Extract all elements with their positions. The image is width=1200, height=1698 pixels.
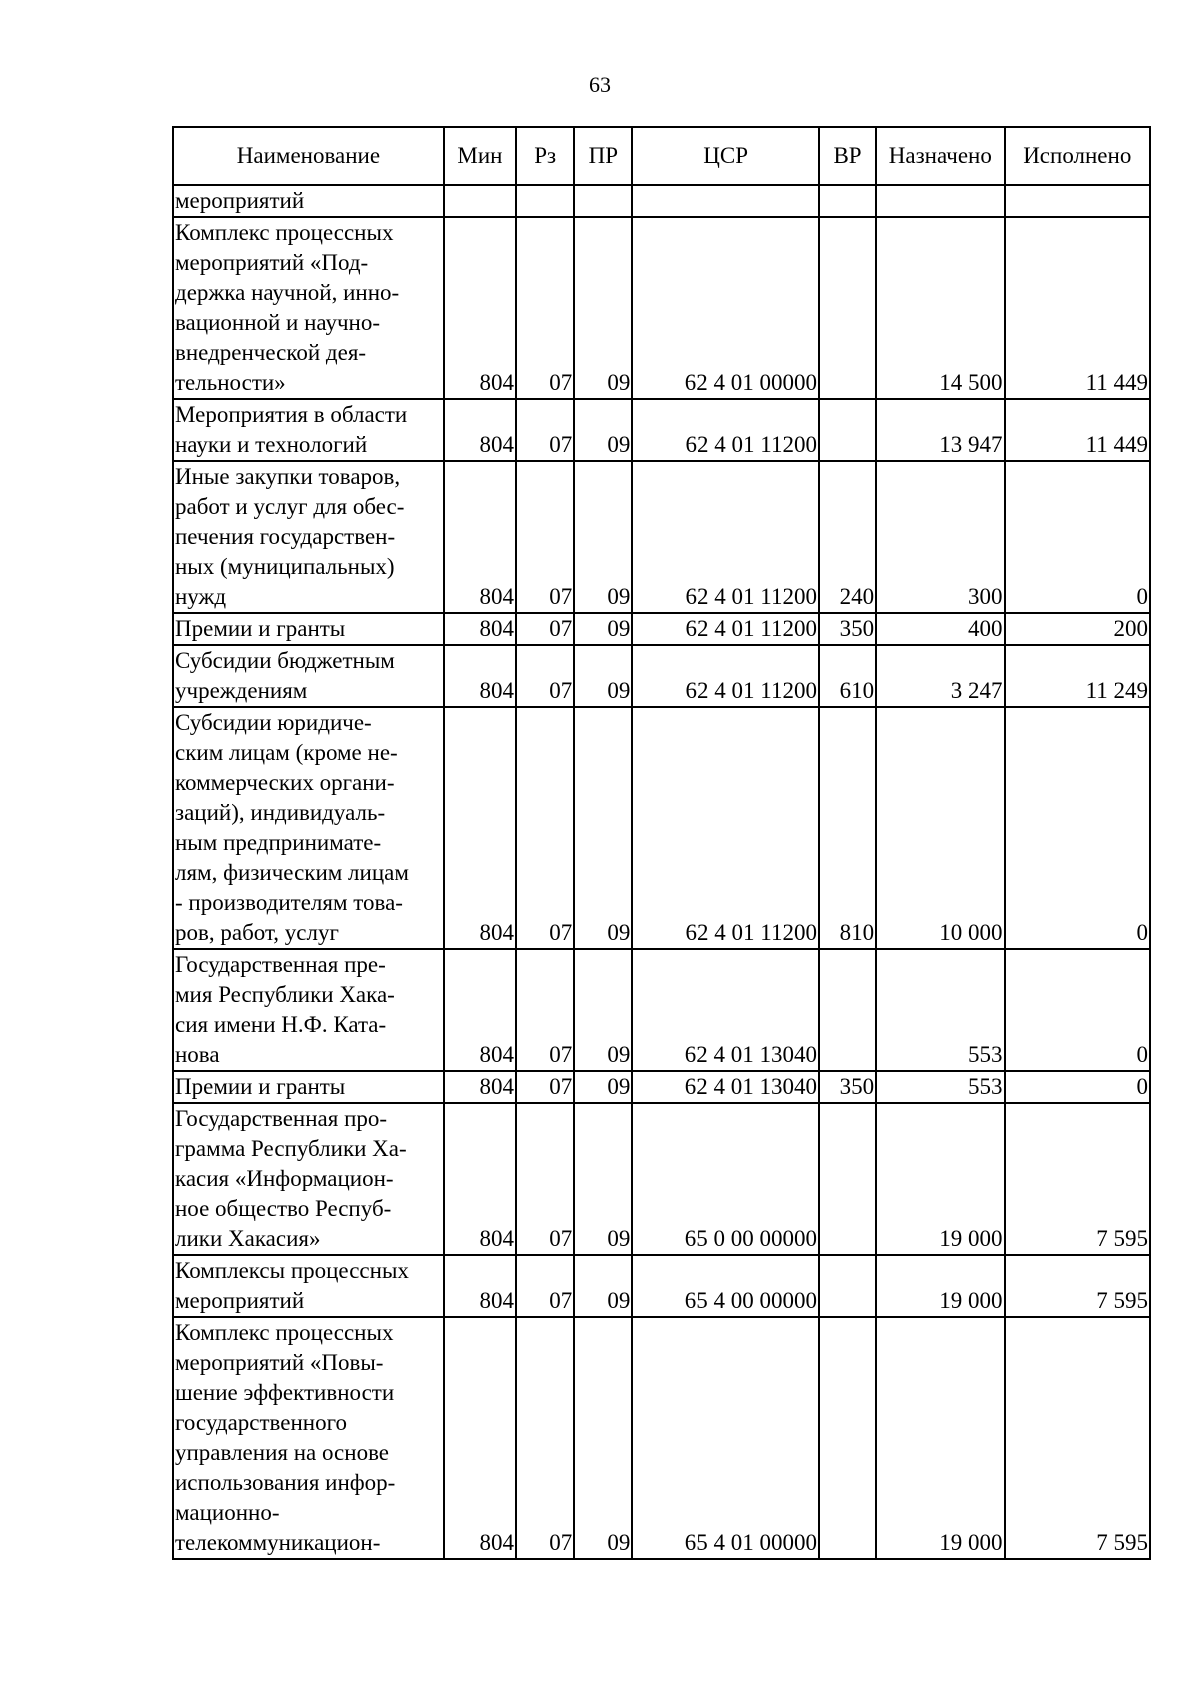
cell-naznacheno: 19 000: [876, 1103, 1004, 1255]
cell-vr: 810: [819, 707, 876, 949]
cell-pr: [574, 185, 632, 217]
cell-rz: 07: [516, 1317, 574, 1559]
cell-name-line: ным предпринимате-: [175, 830, 382, 855]
cell-pr: 09: [574, 613, 632, 645]
cell-pr: 09: [574, 1255, 632, 1317]
table-row: [173, 1103, 1150, 1255]
cell-name-line: мероприятий: [175, 1288, 305, 1313]
cell-name-line: работ и услуг для обес-: [175, 494, 405, 519]
cell-name-line: ное общество Респуб-: [175, 1196, 392, 1221]
cell-name-line: печения государствен-: [175, 524, 396, 549]
cell-name-line: Комплекс процессных: [175, 1320, 394, 1345]
table-row: [173, 217, 1150, 399]
cell-name-line: заций), индивидуаль-: [175, 800, 386, 825]
cell-name-line: Субсидии юридиче-: [175, 710, 372, 735]
cell-min: [444, 185, 516, 217]
cell-name-line: Государственная про-: [175, 1106, 388, 1131]
cell-name-line: управления на основе: [175, 1440, 389, 1465]
cell-rz: 07: [516, 949, 574, 1071]
cell-rz: 07: [516, 1071, 574, 1103]
cell-name-line: - производителям това-: [175, 890, 403, 915]
table-row: [173, 707, 1150, 949]
cell-pr: 09: [574, 707, 632, 949]
header-csr: ЦСР: [632, 127, 819, 185]
cell-csr: 65 4 01 00000: [632, 1317, 819, 1559]
cell-pr: 09: [574, 1103, 632, 1255]
cell-name-line: использования инфор-: [175, 1470, 396, 1495]
cell-naznacheno: 553: [876, 1071, 1004, 1103]
cell-name-line: учреждениям: [175, 678, 308, 703]
cell-name: [173, 707, 444, 949]
cell-name-line: государственного: [175, 1410, 347, 1435]
cell-name-line: ским лицам (кроме не-: [175, 740, 398, 765]
cell-ispolneno: 11 249: [1005, 645, 1150, 707]
cell-min: 804: [444, 1255, 516, 1317]
cell-name: [173, 1255, 444, 1317]
cell-ispolneno: 7 595: [1005, 1255, 1150, 1317]
cell-csr: 62 4 01 11200: [632, 461, 819, 613]
cell-ispolneno: 200: [1005, 613, 1150, 645]
cell-name: [173, 217, 444, 399]
cell-vr: [819, 949, 876, 1071]
cell-rz: [516, 185, 574, 217]
cell-rz: 07: [516, 707, 574, 949]
cell-csr: 62 4 01 00000: [632, 217, 819, 399]
cell-pr: 09: [574, 645, 632, 707]
cell-rz: 07: [516, 645, 574, 707]
cell-name-line: Премии и гранты: [175, 1074, 346, 1099]
cell-name-line: Государственная пре-: [175, 952, 386, 977]
cell-min: 804: [444, 1317, 516, 1559]
cell-vr: [819, 1103, 876, 1255]
cell-vr: 610: [819, 645, 876, 707]
cell-naznacheno: 400: [876, 613, 1004, 645]
header-pr: ПР: [574, 127, 632, 185]
cell-min: 804: [444, 1103, 516, 1255]
cell-min: 804: [444, 707, 516, 949]
cell-min: 804: [444, 461, 516, 613]
cell-name: [173, 949, 444, 1071]
cell-ispolneno: 0: [1005, 1071, 1150, 1103]
cell-name-line: мационно-: [175, 1500, 280, 1525]
cell-name-line: держка научной, инно-: [175, 280, 400, 305]
cell-ispolneno: 0: [1005, 461, 1150, 613]
cell-name-line: ров, работ, услуг: [175, 920, 339, 945]
cell-pr: 09: [574, 1071, 632, 1103]
cell-name-line: сия имени Н.Ф. Ката-: [175, 1012, 387, 1037]
cell-pr: 09: [574, 1317, 632, 1559]
header-rz: Рз: [516, 127, 574, 185]
cell-csr: 62 4 01 11200: [632, 399, 819, 461]
cell-vr: 240: [819, 461, 876, 613]
cell-csr: 62 4 01 11200: [632, 707, 819, 949]
cell-vr: 350: [819, 1071, 876, 1103]
cell-min: 804: [444, 399, 516, 461]
cell-name-line: мероприятий «Под-: [175, 250, 369, 275]
cell-min: 804: [444, 1071, 516, 1103]
cell-name-line: Комплексы процессных: [175, 1258, 409, 1283]
cell-name-line: телекоммуникацион-: [175, 1530, 381, 1555]
cell-csr: 62 4 01 11200: [632, 645, 819, 707]
cell-naznacheno: 300: [876, 461, 1004, 613]
header-min: Мин: [444, 127, 516, 185]
cell-pr: 09: [574, 461, 632, 613]
header-vr: ВР: [819, 127, 876, 185]
header-ispolneno: Исполнено: [1005, 127, 1150, 185]
header-naznacheno: Назначено: [876, 127, 1004, 185]
cell-pr: 09: [574, 217, 632, 399]
cell-name-line: тельности»: [175, 370, 286, 395]
cell-naznacheno: 3 247: [876, 645, 1004, 707]
cell-name-line: коммерческих органи-: [175, 770, 395, 795]
cell-name-line: мероприятий: [175, 188, 305, 213]
cell-name: [173, 185, 444, 217]
cell-naznacheno: 13 947: [876, 399, 1004, 461]
cell-name-line: Субсидии бюджетным: [175, 648, 395, 673]
cell-ispolneno: 11 449: [1005, 217, 1150, 399]
cell-name-line: нужд: [175, 584, 227, 609]
cell-min: 804: [444, 645, 516, 707]
cell-ispolneno: [1005, 185, 1150, 217]
cell-pr: 09: [574, 949, 632, 1071]
cell-naznacheno: 14 500: [876, 217, 1004, 399]
cell-name-line: нова: [175, 1042, 220, 1067]
cell-min: 804: [444, 217, 516, 399]
cell-name-line: Комплекс процессных: [175, 220, 394, 245]
cell-name: [173, 1071, 444, 1103]
cell-name-line: мия Республики Хака-: [175, 982, 395, 1007]
table-row: [173, 461, 1150, 613]
cell-vr: [819, 399, 876, 461]
cell-ispolneno: 0: [1005, 707, 1150, 949]
cell-name: [173, 613, 444, 645]
table-row: [173, 645, 1150, 707]
cell-rz: 07: [516, 1255, 574, 1317]
cell-vr: 350: [819, 613, 876, 645]
table-row: [173, 1071, 1150, 1103]
header-name: Наименование: [173, 127, 444, 185]
cell-name-line: науки и технологий: [175, 432, 368, 457]
cell-ispolneno: 7 595: [1005, 1317, 1150, 1559]
table-row: [173, 399, 1150, 461]
cell-csr: 62 4 01 13040: [632, 949, 819, 1071]
cell-vr: [819, 1255, 876, 1317]
cell-csr: 62 4 01 13040: [632, 1071, 819, 1103]
cell-ispolneno: 11 449: [1005, 399, 1150, 461]
cell-name: [173, 1317, 444, 1559]
cell-name: [173, 1103, 444, 1255]
cell-vr: [819, 185, 876, 217]
table-row: [173, 185, 1150, 217]
cell-naznacheno: 19 000: [876, 1255, 1004, 1317]
cell-naznacheno: 19 000: [876, 1317, 1004, 1559]
cell-rz: 07: [516, 1103, 574, 1255]
cell-vr: [819, 1317, 876, 1559]
cell-name-line: Премии и гранты: [175, 616, 346, 641]
cell-name-line: внедренческой дея-: [175, 340, 367, 365]
cell-csr: 65 4 00 00000: [632, 1255, 819, 1317]
cell-naznacheno: 10 000: [876, 707, 1004, 949]
cell-name: [173, 461, 444, 613]
cell-name: [173, 645, 444, 707]
cell-naznacheno: [876, 185, 1004, 217]
cell-rz: 07: [516, 399, 574, 461]
cell-name-line: лям, физическим лицам: [175, 860, 409, 885]
table-row: [173, 1317, 1150, 1559]
cell-name-line: вационной и научно-: [175, 310, 381, 335]
cell-vr: [819, 217, 876, 399]
cell-name-line: шение эффективности: [175, 1380, 395, 1405]
table-row: [173, 949, 1150, 1071]
cell-ispolneno: 0: [1005, 949, 1150, 1071]
table-row: [173, 613, 1150, 645]
table-row: [173, 1255, 1150, 1317]
cell-rz: 07: [516, 613, 574, 645]
budget-table: [172, 126, 1151, 1560]
cell-name: [173, 399, 444, 461]
cell-name-line: лики Хакасия»: [175, 1226, 321, 1251]
cell-name-line: грамма Республики Ха-: [175, 1136, 407, 1161]
cell-name-line: мероприятий «Повы-: [175, 1350, 384, 1375]
cell-name-line: касия «Информацион-: [175, 1166, 394, 1191]
cell-min: 804: [444, 613, 516, 645]
cell-rz: 07: [516, 461, 574, 613]
cell-pr: 09: [574, 399, 632, 461]
cell-name-line: Иные закупки товаров,: [175, 464, 401, 489]
cell-name-line: ных (муниципальных): [175, 554, 395, 579]
cell-ispolneno: 7 595: [1005, 1103, 1150, 1255]
table-body: [173, 185, 1150, 1559]
cell-min: 804: [444, 949, 516, 1071]
table-header-row: [173, 127, 1150, 185]
cell-csr: 65 0 00 00000: [632, 1103, 819, 1255]
cell-csr: 62 4 01 11200: [632, 613, 819, 645]
cell-naznacheno: 553: [876, 949, 1004, 1071]
cell-name-line: Мероприятия в области: [175, 402, 408, 427]
page-number: 63: [589, 72, 611, 97]
cell-rz: 07: [516, 217, 574, 399]
cell-csr: [632, 185, 819, 217]
